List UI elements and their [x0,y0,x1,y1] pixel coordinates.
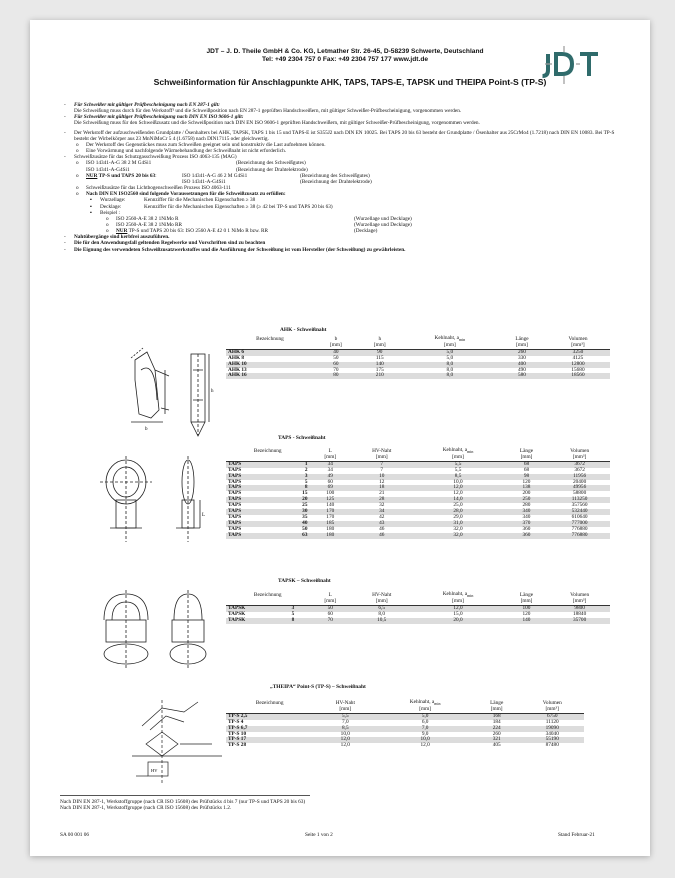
req-root: ▪ Wurzellage: Kennziffer für die Mechanischen Eigenschaften ≥ 38 [90,197,256,204]
req-cover: ▪ Decklage: Kennziffer für die Mechanischen Eigenschaften ≥ 38 (≥ 42 bei TP-S und TAPS 20 bis 63) [90,203,333,210]
svg-text:L: L [202,513,206,518]
rule-iso9606-heading: - Für Schweißer mit gültiger Prüfbescheinigung nach DIN EN ISO 9606-1 gilt: [62,114,628,120]
table-row: TAPS 1 34 7 5,5 68 3672 [226,461,610,467]
rule-en287-text: Die Schweißung muss durch für den Werkstoff¹ und die Schweißposition nach EN 287-1 geprüften Handschweißern, mit gültiger Schweißer-Prüfbescheinigung, vorgenommen werden. [74,108,462,115]
example-3: o NUR TP-S und TAPS 20 bis 63: ISO 2560 A-E 42 0 1 NiMo R bzw. RR (Decklage) [106,228,378,235]
filler-row-2: ISO 14341-A-G4Si1 (Bezeichnung der Drahtelektrode) [86,166,308,173]
table-row: TAPS 15 100 21 12,0 200 58800 [228,490,587,497]
table-row: AHK 8 50 115 5,0 330 4125 [228,354,584,361]
taps-table: Bezeichnung L HV-Naht Kehlnaht, $a_{min}$ Länge Volumen [mm] [mm] [mm] [mm] [mm³] TAPS 1 34 7 5,5 68 3672 TAPS 2 34 7 5,5 68 3672 TAPS 3 49 10 8,5 98 11956 TAPS 5 60 12 10,0 120 20400 TAPS 8 69 18 12,0 138 49956 TAPS 15 100 21 12,0 200 58800 TAPS 20 125 28 14,0 250 113250 TAPS 25 140 32 25,0 280 357560 TAPS 30 170 34 28,0 340 532440 TAPS 35 170 42 29,0 340 610640 TAPS 40 185 43 31,0 370 777000 TAPS 50 180 46 32,0 360 776880 TAPS 63 180 46 32,0 360 776880 [226,448,610,539]
footnotes [60,799,305,811]
table-row: TAPS 5 60 12 10,0 120 20400 [228,478,587,485]
table-row: TAPS 40 185 43 31,0 370 777000 [226,521,610,527]
table-row: TP-S 17 12,0 10,0 321 55190 [226,737,584,743]
tps-drawing [122,696,232,786]
taps-title: TAPS - Schweißnaht [278,435,326,441]
revision-date: Stand Februar-21 [558,832,595,838]
table-row: TAPS 30 170 34 28,0 340 532440 [226,509,610,515]
footnote-2: Nach DIN EN 287-1, Werkstoffgruppe (nach CR ISO 15608) des Prüfstücks 1.2. [60,805,232,812]
iso2560-heading: o Nach DIN EN ISO2560 sind folgende Voraussetzungen für die Schweißzusatz zu erfüllen: [76,191,286,198]
company-contact: Tel: +49 2304 757 0 Fax: +49 2304 757 177 www.jdt.de [261,56,429,64]
table-row: TAPSK 8 70 10,5 20,0 140 35700 [226,618,610,624]
filler-row-4: ISO 14341-A-G4Si1 (Bezeichnung der Drahtelektrode) [182,178,372,185]
rule-en287-heading: - Für Schweißer mit gültiger Prüfbescheinigung nach EN 287-1 gilt: [62,102,628,108]
rule-regulations: - Die für den Anwendungsfall geltenden Regelwerke und Vorschriften sind zu beachten [62,240,628,246]
ahk-title: AHK - Schweißnaht [280,327,327,333]
table-row: TAPSK 3 50 6,5 12,0 100 9800 [226,605,610,611]
material-text: - Der Werkstoff der aufzuschweißenden Grundplatte / Ösenhalters bei AHK, TAPSK, TAPS 1 bis 15 und TAPS-E ist S355J2 nach DIN EN 10025. Bei TAPS 20 bis 63 besteht der Grundplatte / Ösenhalter aus 25CrMo4 (1.7218) nach DIN EN 10083. Bei TP-S besteht der Wirbelkörper aus 23 MnNiMoCr 5 4 (1.6758) nach DIN17115 oder gleichwertig. [62,130,628,142]
example-2: o ISO 2560-A-E 38 2 1NiMo RR (Wurzellage und Decklage) [106,221,412,228]
table-row: TP-S 10 10,0 9,0 260 34040 [228,730,559,737]
table-row: TAPS 35 170 42 29,0 340 610640 [228,514,588,521]
material-note-2: o Eine Vorwärmung und nachfolgende Wärmebehandlung der Schweißnaht ist nicht erforderlich. [76,148,287,155]
filler-row-1: o ISO 14341-A-G 38 2 M G4Si1 (Bezeichnung des Schweißgutes) [76,160,306,167]
table-row: AHK 16 80 210 8,0 580 18560 [226,373,610,379]
req-example: ▪ Beispiel : [90,209,120,216]
table-row: TP-S 6,7 8,5 7,0 224 19090 [226,726,584,732]
svg-text:HV: HV [151,768,158,773]
table-row: TAPS 25 140 32 25,0 280 357560 [228,502,588,509]
rule-iso9606-text: Die Schweißung muss für den Schweißzusatz und die Schweißposition nach DIN EN ISO 9606-1 geprüften Handschweißern, mit gültiger Schweißer-Prüfbescheinigung, vorgenommen werden. [74,120,480,127]
table-row: TAPS 63 180 46 32,0 360 776880 [226,533,610,539]
rule-suitability: - Die Eignung des verwendeten Schweißzusatzwerkstoffes und die Ausführung der Schweißung ist vom Hersteller (der Schweißung) zu gewährleisten. [62,247,628,253]
table-row: AHK 6 40 90 5,0 260 3250 [226,349,610,355]
mag-filler-heading: - Schweißzusätze für das Schutzgasschweißung Prozess ISO 4063-135 (MAG) [62,154,628,160]
svg-text:b: b [145,427,148,432]
example-1: o ISO 2560-A-E 38 2 1NiMo R (Wurzellage und Decklage) [106,215,412,222]
instructions-body [62,102,628,253]
tapsk-drawing [94,590,224,670]
table-row: TAPSK 5 60 8,0 15,0 120 18840 [228,610,587,617]
table-row: AHK 10 60 140 8,0 400 12800 [226,362,610,368]
table-row: TP-S 4 7,0 6,0 184 11120 [228,718,559,725]
table-row: TAPS 20 125 28 14,0 250 113250 [226,497,610,503]
footnote-divider [60,795,310,796]
footnote-1: Nach DIN EN 287-1, Werkstoffgruppe (nach CR ISO 15608) des Prüfstücks 4 bis 7 (nur TP-S und TAPS 20 bis 63) [60,799,306,805]
table-row: AHK 13 70 175 8,0 490 15680 [228,366,585,373]
material-note-1: o Der Werkstoff des Gegenstückes muss zum Schweißen geeignet sein und konstruktiv die Last aufnehmen können. [76,141,326,148]
svg-text:h: h [211,389,214,394]
company-address: JDT – J. D. Theile GmbH & Co. KG, Letmather Str. 26-45, D-58239 Schwerte, Deutschland [206,48,484,55]
ahk-table: Bezeichnung b h Kehlnaht, $a_{min}$ Länge Volumen [mm] [mm] [mm] [mm] [mm³] AHK 6 40 90 5,0 260 3250 AHK 8 50 115 5,0 330 4125 AHK 10 60 140 8,0 400 12800 AHK 13 70 175 8,0 490 15680 AHK 16 80 210 8,0 580 18560 [226,336,610,379]
table-row: TAPS 3 49 10 8,5 98 11956 [226,474,610,480]
document-page [30,20,650,856]
taps-drawing [96,452,216,562]
page-title: Schweißinformation für Anschlagpunkte AHK, TAPS, TAPS-E, TAPSK und THEIPA Point-S (TP-S) [153,77,547,87]
table-row: TAPS 50 180 46 32,0 360 776880 [228,525,588,532]
tps-table: Bezeichnung HV-Naht Kehlnaht, $a_{min}$ Länge Volumen [mm] [mm] [mm] [mm³] TP-S 2,5 5,5 5,0 168 6750 TP-S 4 7,0 6,0 184 11120 TP-S 6,7 8,5 7,0 224 19090 TP-S 10 10,0 9,0 260 34040 TP-S 17 12,0 10,0 321 55190 TP-S 28 12,0 12,0 405 87480 [226,700,584,749]
page-number: Seite 1 von 2 [305,832,333,838]
table-row: TP-S 2,5 5,5 5,0 168 6750 [226,713,584,719]
tapsk-table: Bezeichnung L HV-Naht Kehlnaht, $a_{min}$ Länge Volumen [mm] [mm] [mm] [mm] [mm³] TAPSK 3 50 6,5 12,0 100 9800 TAPSK 5 60 8,0 15,0 120 18840 TAPSK 8 70 10,5 20,0 140 35700 [226,592,610,624]
tps-title: „THEIPA“ Point-S (TP-S) – Schweißnaht [270,684,366,690]
company-header [180,48,510,65]
table-row: TAPS 8 69 18 12,0 138 49956 [226,485,610,491]
table-row: TP-S 28 12,0 12,0 405 87480 [228,742,559,749]
rule-notch-free: - Nahtübergänge sind kerbfrei auszuführen. [62,234,628,240]
arc-filler-heading: o Schweißzusätze für das Lichtbogenschweißen Prozess ISO 4063-111 [76,185,231,192]
filler-row-3: o NUR TP-S und TAPS 20 bis 63: ISO 14341-A-G 46 2 M G4Si1 (Bezeichnung des Schweißgutes) [76,172,370,179]
table-row: TAPS 2 34 7 5,5 68 3672 [228,466,585,473]
tapsk-title: TAPSK – Schweißnaht [278,578,331,584]
document-number: SA 00 001 06 [60,832,89,838]
